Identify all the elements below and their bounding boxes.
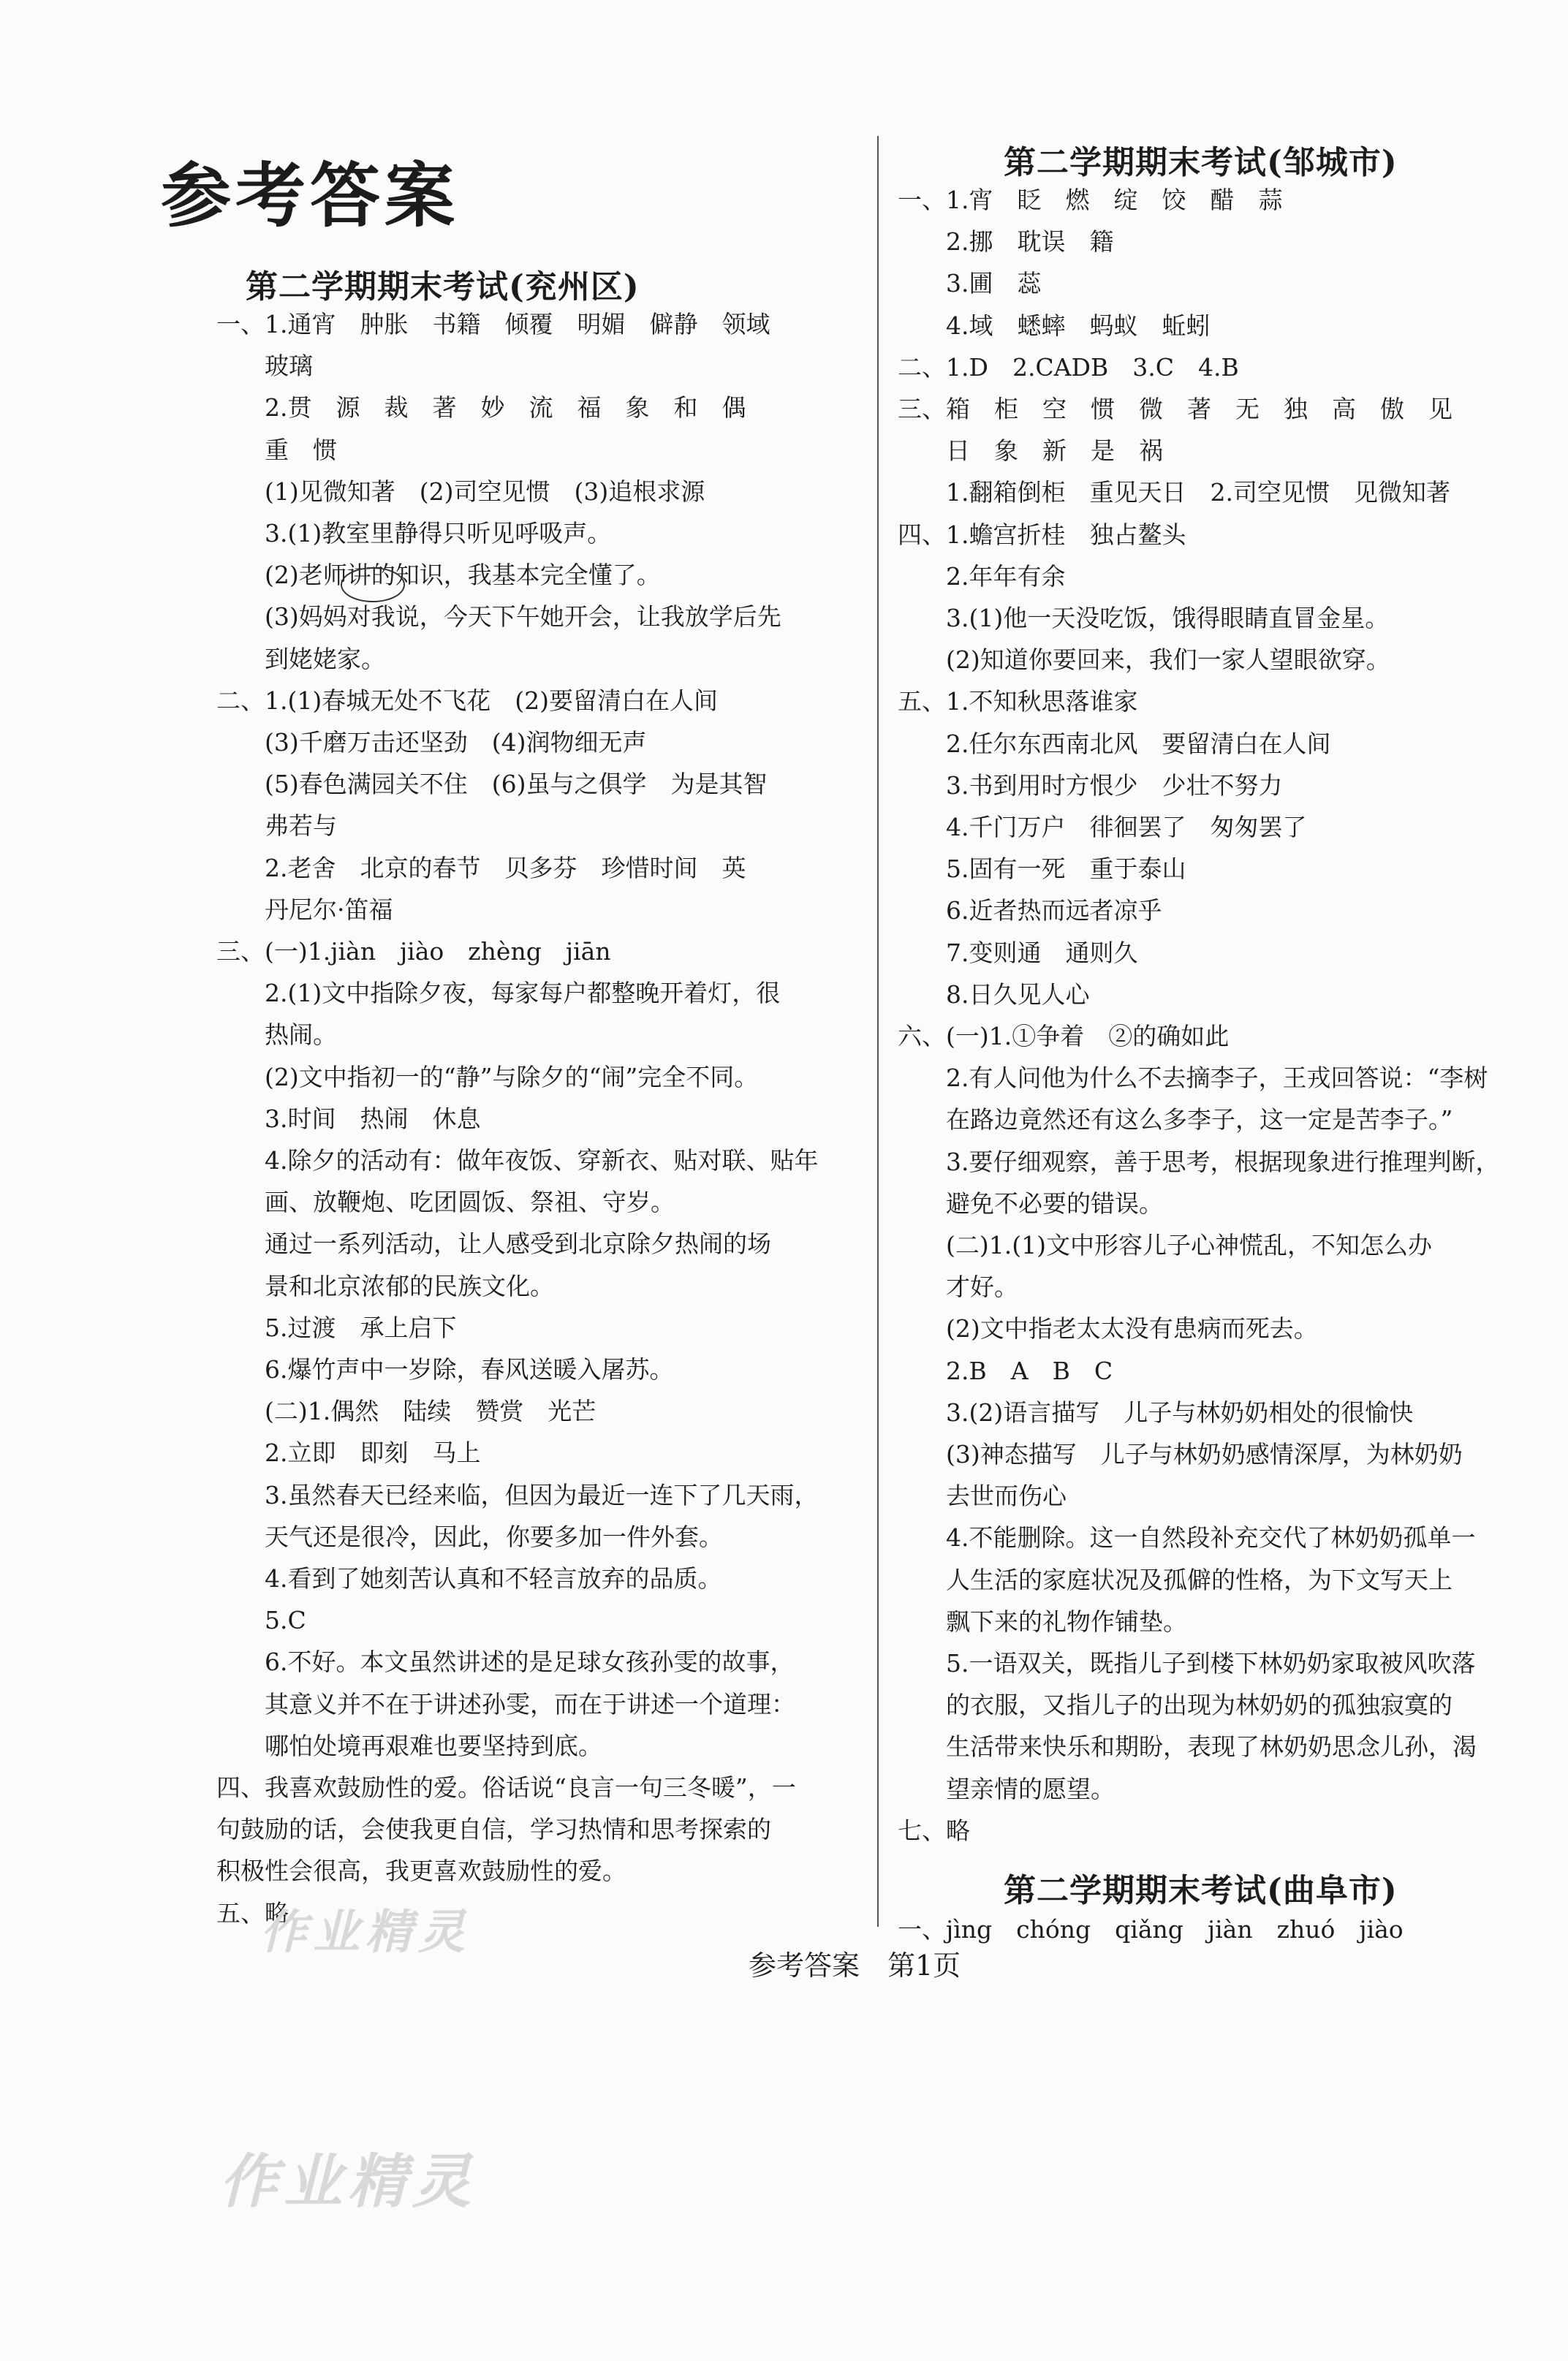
answer-line: 飘下来的礼物作铺垫。 bbox=[898, 1607, 1187, 1636]
answer-line: 热闹。 bbox=[216, 1020, 337, 1050]
answer-line: 4.除夕的活动有：做年夜饭、穿新衣、贴对联、贴年 bbox=[216, 1146, 819, 1175]
answer-line: 天气还是很冷，因此，你要多加一件外套。 bbox=[216, 1522, 723, 1551]
answer-line: 4.千门万户 徘徊罢了 匆匆罢了 bbox=[898, 813, 1307, 841]
answer-line: 7.变则通 通则久 bbox=[898, 938, 1138, 967]
answer-line: (3)妈妈对我说，今天下午她开会，让我放学后先 bbox=[216, 602, 781, 632]
watermark-logo: 作业精灵 bbox=[260, 1906, 471, 1960]
answer-line: 一、1.通宵 肿胀 书籍 倾覆 明媚 僻静 领域 bbox=[216, 310, 770, 338]
section-title-qufu: 第二学期期末考试(曲阜市) bbox=[1004, 1872, 1398, 1909]
answer-line: 5.C bbox=[216, 1606, 306, 1635]
answer-line: 日 象 新 是 祸 bbox=[898, 436, 1163, 466]
answer-line: 望亲情的愿望。 bbox=[898, 1774, 1115, 1803]
answer-line: (二)1.(1)文中形容儿子心神慌乱，不知怎么办 bbox=[898, 1231, 1432, 1259]
answer-line: 1.翻箱倒柜 重见天日 2.司空见惯 见微知著 bbox=[898, 478, 1450, 507]
answer-line: 5.一语双关，既指儿子到楼下林奶奶家取被风吹落 bbox=[898, 1649, 1476, 1678]
answer-line: 2.(1)文中指除夕夜，每家每户都整晚开着灯，很 bbox=[216, 979, 781, 1008]
answer-line: 弗若与 bbox=[216, 811, 337, 841]
answer-line: (5)春色满园关不住 (6)虽与之俱学 为是其智 bbox=[216, 770, 768, 799]
page-footer: 参考答案 第1页 bbox=[749, 1949, 961, 1982]
section-title-yanzhou: 第二学期期末考试(兖州区) bbox=[246, 268, 640, 306]
answer-line: (3)千磨万击还坚劲 (4)润物细无声 bbox=[216, 728, 647, 757]
answer-line: 到姥姥家。 bbox=[216, 644, 385, 673]
answer-line: 重 惯 bbox=[216, 435, 337, 464]
answer-line: (2)知道你要回来，我们一家人望眼欲穿。 bbox=[898, 645, 1390, 675]
answer-line: (2)文中指老太太没有患病而死去。 bbox=[898, 1314, 1318, 1344]
answer-line: 2.有人问他为什么不去摘李子，王戎回答说：“李树 bbox=[898, 1064, 1488, 1093]
answer-line: 的衣服，又指儿子的出现为林奶奶的孤独寂寞的 bbox=[898, 1691, 1453, 1720]
answer-line: 4.不能删除。这一自然段补充交代了林奶奶孤单一 bbox=[898, 1523, 1476, 1553]
answer-line: 一、jìng chóng qiǎng jiàn zhuó jiào bbox=[898, 1915, 1404, 1944]
answer-line: (2)文中指初一的“静”与除夕的“闹”完全不同。 bbox=[216, 1062, 759, 1091]
answer-line: 积极性会很高，我更喜欢鼓励性的爱。 bbox=[216, 1857, 626, 1886]
answer-line: 句鼓励的话，会使我更自信，学习热情和思考探索的 bbox=[216, 1815, 771, 1844]
answer-line: 5.过渡 承上启下 bbox=[216, 1313, 457, 1342]
answer-line: (1)见微知著 (2)司空见惯 (3)追根求源 bbox=[216, 477, 705, 506]
answer-line: 6.不好。本文虽然讲述的是足球女孩孙雯的故事， bbox=[216, 1648, 795, 1677]
answer-line: 避免不必要的错误。 bbox=[898, 1189, 1163, 1218]
answer-line: 在路边竟然还有这么多李子，这一定是苦李子。” bbox=[898, 1105, 1453, 1134]
answer-line: 景和北京浓郁的民族文化。 bbox=[216, 1271, 554, 1300]
answer-line: 四、1.蟾宫折桂 独占鳌头 bbox=[898, 520, 1186, 549]
answer-line: 三、(一)1.jiàn jiào zhèng jiān bbox=[216, 937, 611, 966]
answer-line: 玻璃 bbox=[216, 352, 313, 381]
answer-line: 才好。 bbox=[898, 1273, 1018, 1302]
page-title: 参考答案 bbox=[161, 154, 459, 237]
answer-line: 2.老舍 北京的春节 贝多芬 珍惜时间 英 bbox=[216, 853, 746, 882]
answer-line: 二、1.(1)春城无处不飞花 (2)要留清白在人间 bbox=[216, 686, 718, 715]
answer-line: 2.B A B C bbox=[898, 1356, 1113, 1385]
answer-line: 3.书到用时方恨少 少壮不努力 bbox=[898, 770, 1283, 800]
answer-line: 3.虽然春天已经来临，但因为最近一连下了几天雨， bbox=[216, 1480, 819, 1509]
answer-line: 丹尼尔·笛福 bbox=[216, 895, 393, 924]
answer-line: 2.任尔东西南北风 要留清白在人间 bbox=[898, 729, 1331, 758]
answer-line: 2.挪 耽误 籍 bbox=[898, 227, 1114, 257]
answer-line: 一、1.宵 眨 燃 绽 饺 醋 蒜 bbox=[898, 186, 1283, 214]
answer-line: 4.域 蟋蟀 蚂蚁 蚯蚓 bbox=[898, 311, 1211, 340]
answer-line: 五、1.不知秋思落谁家 bbox=[898, 687, 1138, 716]
answer-line: 七、略 bbox=[898, 1816, 970, 1845]
answer-line: (二)1.偶然 陆续 赞赏 光芒 bbox=[216, 1397, 596, 1426]
answer-line: 3.圃 蕊 bbox=[898, 269, 1042, 298]
answer-line: 画、放鞭炮、吃团圆饭、祭祖、守岁。 bbox=[216, 1188, 675, 1217]
answer-line: 生活带来快乐和期盼，表现了林奶奶思念儿孙，渴 bbox=[898, 1732, 1477, 1762]
answer-line: 3.(1)教室里静得只听见呼吸声。 bbox=[216, 519, 612, 547]
answer-line: 六、(一)1.①争着 ②的确如此 bbox=[898, 1022, 1230, 1050]
answer-line: 通过一系列活动，让人感受到北京除夕热闹的场 bbox=[216, 1229, 771, 1259]
answer-line: 5.固有一死 重于泰山 bbox=[898, 854, 1186, 884]
answer-line: 哪怕处境再艰难也要坚持到底。 bbox=[216, 1731, 602, 1760]
watermark-logo-large: 作业精灵 bbox=[219, 2148, 477, 2216]
answer-line: 2.年年有余 bbox=[898, 561, 1066, 591]
answer-line: 3.(1)他一天没吃饭，饿得眼睛直冒金星。 bbox=[898, 604, 1390, 632]
answer-line: 五、略 bbox=[216, 1898, 289, 1928]
answer-line: 2.立即 即刻 马上 bbox=[216, 1439, 481, 1468]
answer-line: 4.看到了她刻苦认真和不轻言放弃的品质。 bbox=[216, 1564, 722, 1593]
answer-line: (3)神态描写 儿子与林奶奶感情深厚，为林奶奶 bbox=[898, 1440, 1463, 1468]
answer-line: 2.贯 源 裁 著 妙 流 福 象 和 偶 bbox=[216, 393, 746, 422]
answer-line: 8.日久见人心 bbox=[898, 979, 1090, 1009]
handwritten-circle-mark bbox=[341, 567, 405, 602]
answer-line: 3.(2)语言描写 儿子与林奶奶相处的很愉快 bbox=[898, 1398, 1414, 1427]
answer-line: 3.要仔细观察，善于思考，根据现象进行推理判断， bbox=[898, 1147, 1500, 1176]
answer-line: 3.时间 热闹 休息 bbox=[216, 1104, 481, 1133]
answer-line: 去世而伤心 bbox=[898, 1482, 1067, 1511]
answer-line: 三、箱 柜 空 惯 微 著 无 独 高 傲 见 bbox=[898, 395, 1453, 423]
answer-line: 人生活的家庭状况及孤僻的性格，为下文写天上 bbox=[898, 1565, 1453, 1594]
section-title-zoucheng: 第二学期期末考试(邹城市) bbox=[1004, 144, 1398, 181]
answer-line: 二、1.D 2.CADB 3.C 4.B bbox=[898, 352, 1239, 382]
answer-line: 四、我喜欢鼓励性的爱。俗话说“良言一句三冬暖”，一 bbox=[216, 1773, 796, 1802]
answer-line: 6.爆竹声中一岁除，春风送暖入屠苏。 bbox=[216, 1355, 674, 1384]
answer-line: 其意义并不在于讲述孙雯，而在于讲述一个道理： bbox=[216, 1689, 795, 1718]
column-divider bbox=[877, 136, 879, 1927]
answer-line: 6.近者热而远者凉乎 bbox=[898, 896, 1162, 925]
answer-line: (2)老师讲的知识，我基本完全懂了。 bbox=[216, 561, 661, 590]
